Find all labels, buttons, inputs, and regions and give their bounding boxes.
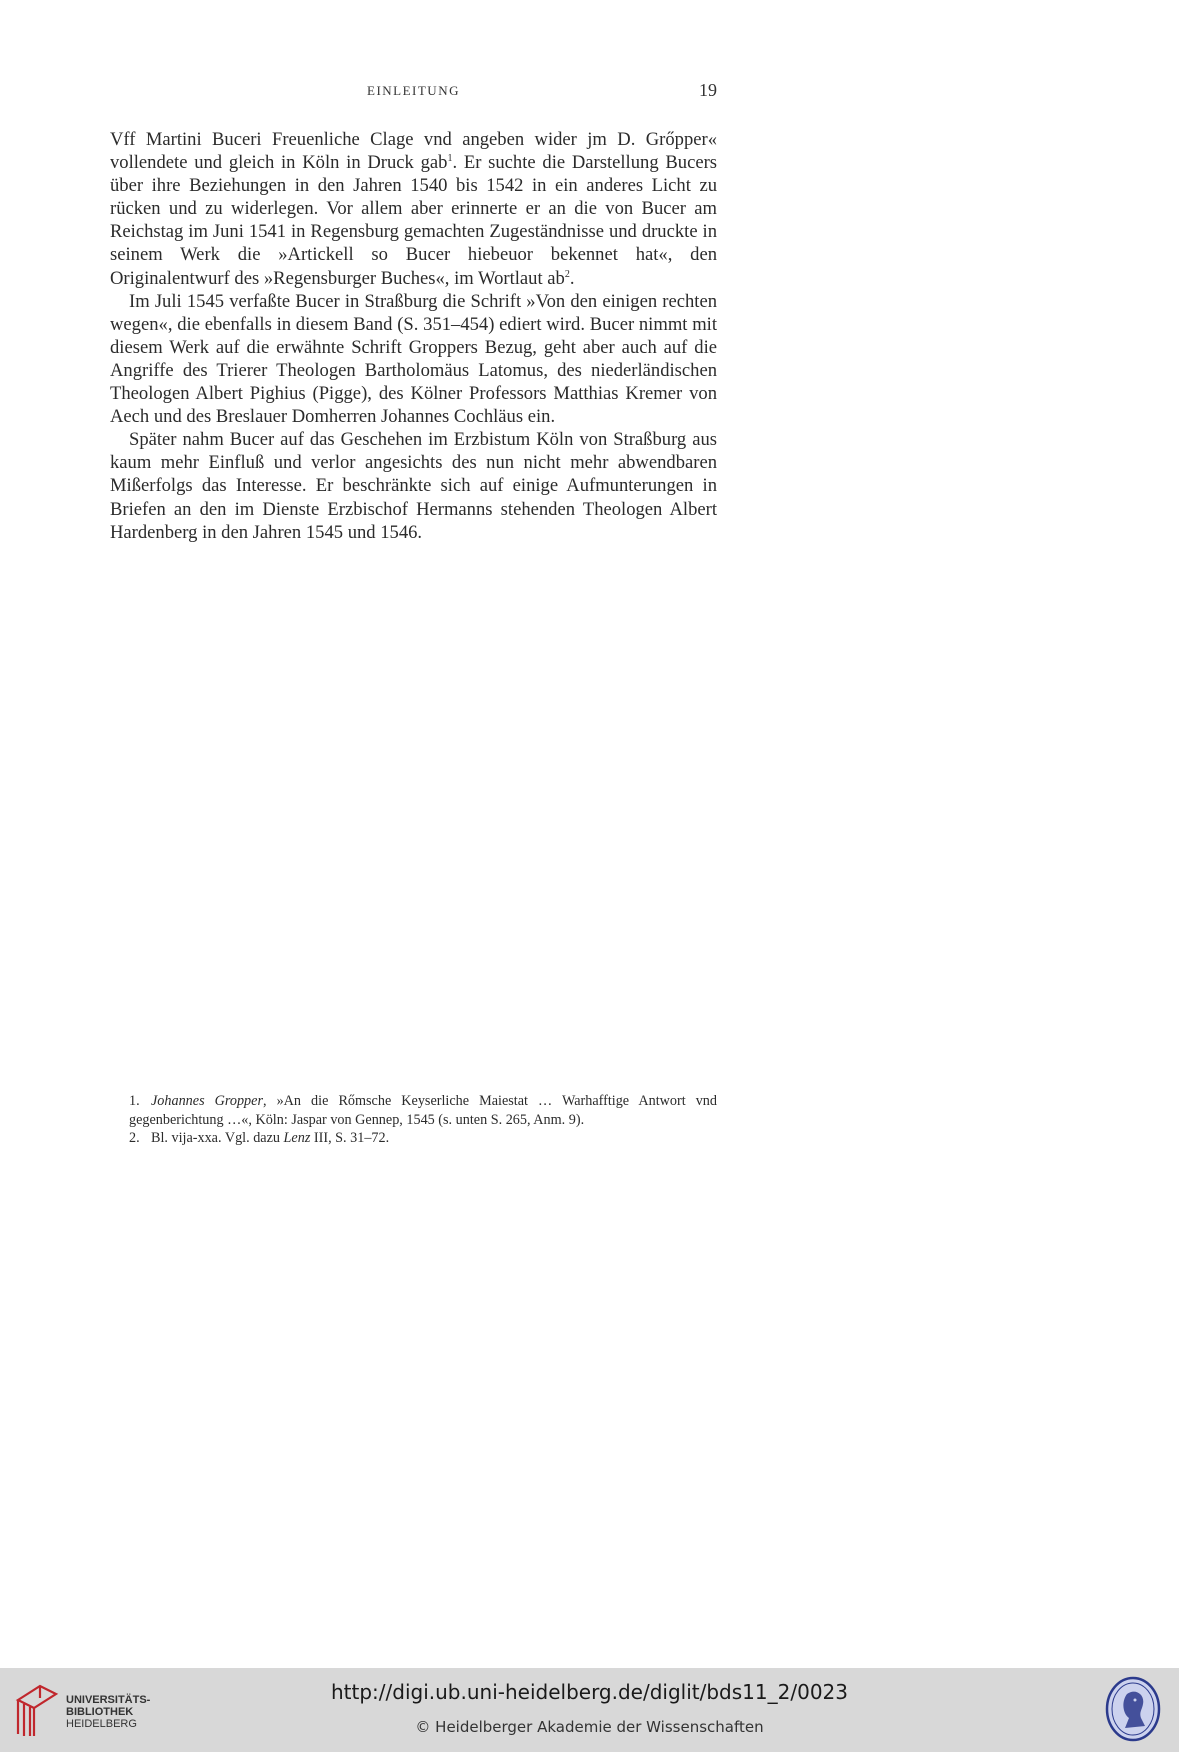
logo-line-2: BIBLIOTHEK bbox=[66, 1706, 134, 1718]
paragraph-3: Später nahm Bucer auf das Geschehen im Erzbistum Köln von Straßburg aus kaum mehr Einfluß und verlor angesichts des nun nicht mehr abwendbaren Mißerfolgs das Interesse. Er beschränkte sich auf einige Aufmunterungen in Briefen an den im Dienste Erzbischof Hermanns stehenden Theologen Albert Hardenberg in den Jahren 1545 und 1546. bbox=[110, 429, 717, 543]
body-text bbox=[110, 128, 717, 544]
footnote-1-text: , »An die Rőmsche Keyserliche Maiestat … Warhafftige Antwort vnd gegenberichtung …«, Köln: Jaspar von Gennep, 1545 (s. unten S. 265, Anm. 9). bbox=[129, 1093, 717, 1128]
footnote-2 bbox=[110, 1129, 717, 1148]
paragraph-1-text-a: Vff Martini Buceri Freuenliche Clage vnd angeben wider jm D. Grőpper« vollendete und gleich in Köln in Druck gab bbox=[110, 129, 717, 174]
running-head bbox=[110, 80, 717, 105]
page-number: 19 bbox=[699, 80, 717, 100]
footnote-1 bbox=[110, 1092, 717, 1129]
copyright-notice: © Heidelberger Akademie der Wissenschaften bbox=[415, 1718, 764, 1736]
footnote-1-author: Johannes Gropper bbox=[151, 1093, 263, 1109]
permalink-url[interactable]: http://digi.ub.uni-heidelberg.de/diglit/bds11_2/0023 bbox=[330, 1680, 848, 1704]
academy-seal-icon[interactable] bbox=[1105, 1676, 1161, 1742]
running-title: EINLEITUNG bbox=[367, 83, 460, 98]
paragraph-2: Im Juli 1545 verfaßte Bucer in Straßburg die Schrift »Von den einigen rechten wegen«, die ebenfalls in diesem Band (S. 351–454) ediert wird. Bucer nimmt mit diesem Werk auf die erwähnte Schrift Groppers Bezug, geht aber auch auf die Angriffe des Trierer Theologen Bartholomäus Latomus, des niederländischen Theologen Albert Pighius (Pigge), des Kölner Professors Matthias Kremer von Aech und des Breslauer Domherren Johannes Cochläus ein. bbox=[110, 290, 717, 428]
paragraph-1-text-b: . Er suchte die Darstellung Bucers über ihre Beziehungen in den Jahren 1540 bis 1542 in ein anderes Licht zu rücken und zu widerlegen. Vor allem aber erinnerte er an die von Bucer am Reichstag im Juni 1541 in Regensburg gemachten Zugeständnisse und druckte in seinem Werk die »Artickell so Bucer hiebeuor bekennet hat«, den Originalentwurf des »Regensburger Buches«, im Wortlaut ab bbox=[110, 152, 717, 289]
footer-bar bbox=[0, 1668, 1179, 1752]
logo-line-3: HEIDELBERG bbox=[66, 1718, 137, 1730]
logo-line-1: UNIVERSITÄTS- bbox=[66, 1694, 151, 1706]
paragraph-1 bbox=[110, 128, 717, 290]
paragraph-1-text-c: . bbox=[569, 267, 575, 289]
footnote-1-number: 1. bbox=[129, 1093, 140, 1109]
footnote-ref-1: 1 bbox=[447, 153, 453, 165]
footnote-2-number: 2. bbox=[129, 1130, 140, 1147]
footnote-2-text-b: III, S. 31–72. bbox=[310, 1130, 390, 1147]
footnote-2-text-a: Bl. vija-xxa. Vgl. dazu bbox=[151, 1130, 284, 1147]
footnote-ref-2: 2 bbox=[564, 268, 570, 280]
footnotes bbox=[110, 1092, 717, 1148]
footnote-2-italic: Lenz bbox=[283, 1130, 311, 1147]
